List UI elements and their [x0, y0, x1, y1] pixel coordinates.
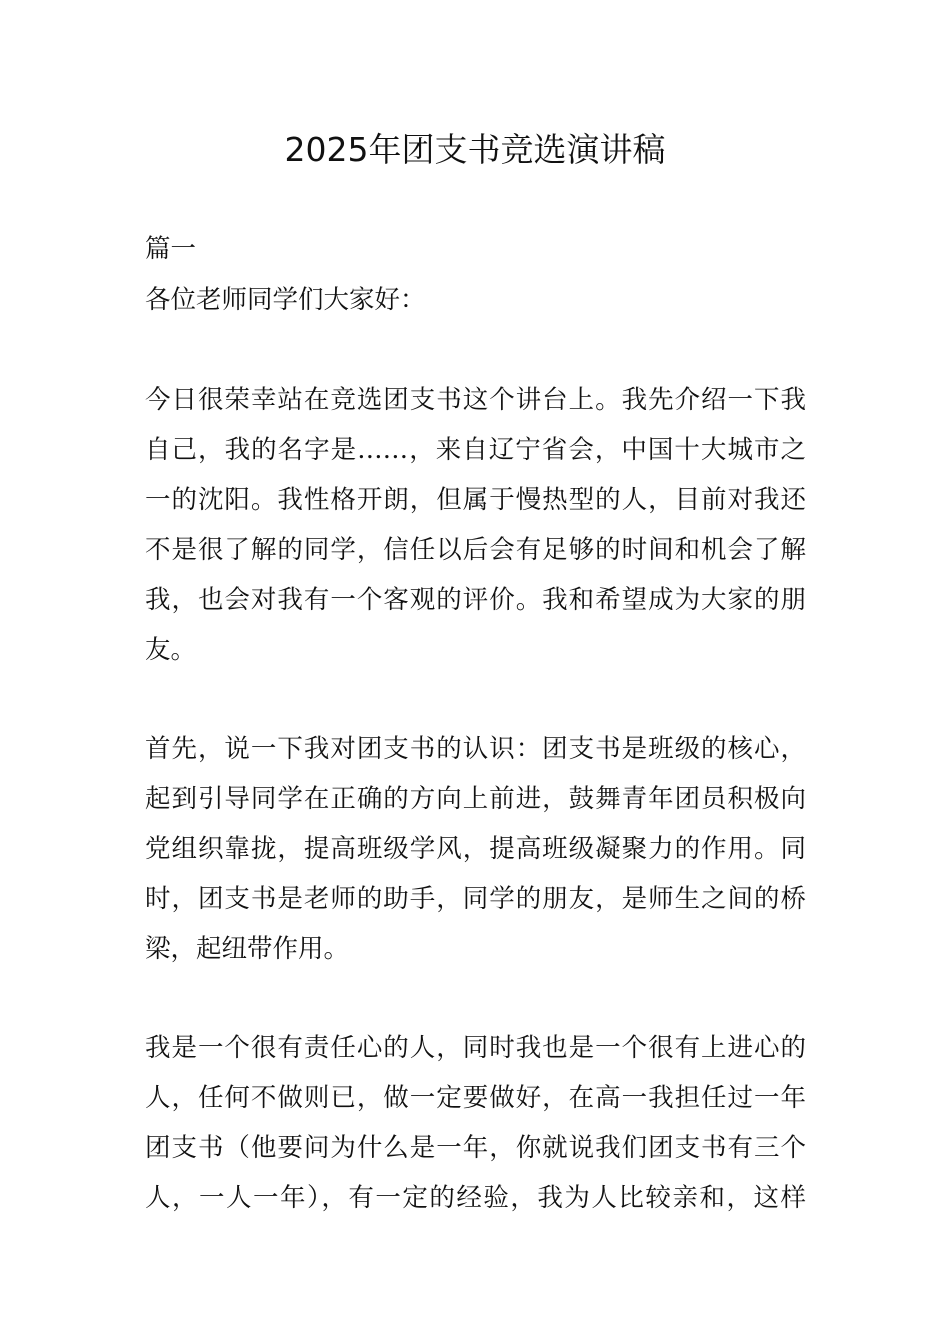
section-label: 篇一: [145, 234, 197, 264]
paragraph-1-line-5: 我，也会对我有一个客观的评价。我和希望成为大家的朋: [145, 585, 806, 615]
paragraph-3-line-1: 我是一个很有责任心的人，同时我也是一个很有上进心的: [145, 1033, 806, 1063]
paragraph-2-line-4: 时，团支书是老师的助手，同学的朋友，是师生之间的桥: [145, 884, 806, 914]
paragraph-3-line-4: 人，一人一年），有一定的经验，我为人比较亲和，这样: [145, 1183, 806, 1213]
paragraph-3-line-3: 团支书（他要问为什么是一年，你就说我们团支书有三个: [145, 1133, 806, 1163]
document-title: 2025年团支书竞选演讲稿: [284, 130, 666, 169]
paragraph-2-line-3: 党组织靠拢，提高班级学风，提高班级凝聚力的作用。同: [145, 834, 806, 864]
paragraph-3-line-2: 人，任何不做则已，做一定要做好，在高一我担任过一年: [145, 1083, 806, 1113]
paragraph-1-line-6: 友。: [145, 635, 197, 665]
paragraph-2-line-1: 首先，说一下我对团支书的认识：团支书是班级的核心，: [145, 734, 806, 764]
paragraph-2-line-5: 梁，起纽带作用。: [145, 934, 350, 964]
paragraph-1-line-1: 今日很荣幸站在竞选团支书这个讲台上。我先介绍一下我: [145, 385, 806, 415]
paragraph-1-line-3: 一的沈阳。我性格开朗，但属于慢热型的人，目前对我还: [145, 485, 806, 515]
paragraph-2-line-2: 起到引导同学在正确的方向上前进，鼓舞青年团员积极向: [145, 784, 806, 814]
paragraph-1-line-2: 自己，我的名字是……，来自辽宁省会，中国十大城市之: [145, 435, 806, 465]
paragraph-1-line-4: 不是很了解的同学，信任以后会有足够的时间和机会了解: [145, 535, 806, 565]
greeting-line: 各位老师同学们大家好：: [145, 285, 426, 315]
